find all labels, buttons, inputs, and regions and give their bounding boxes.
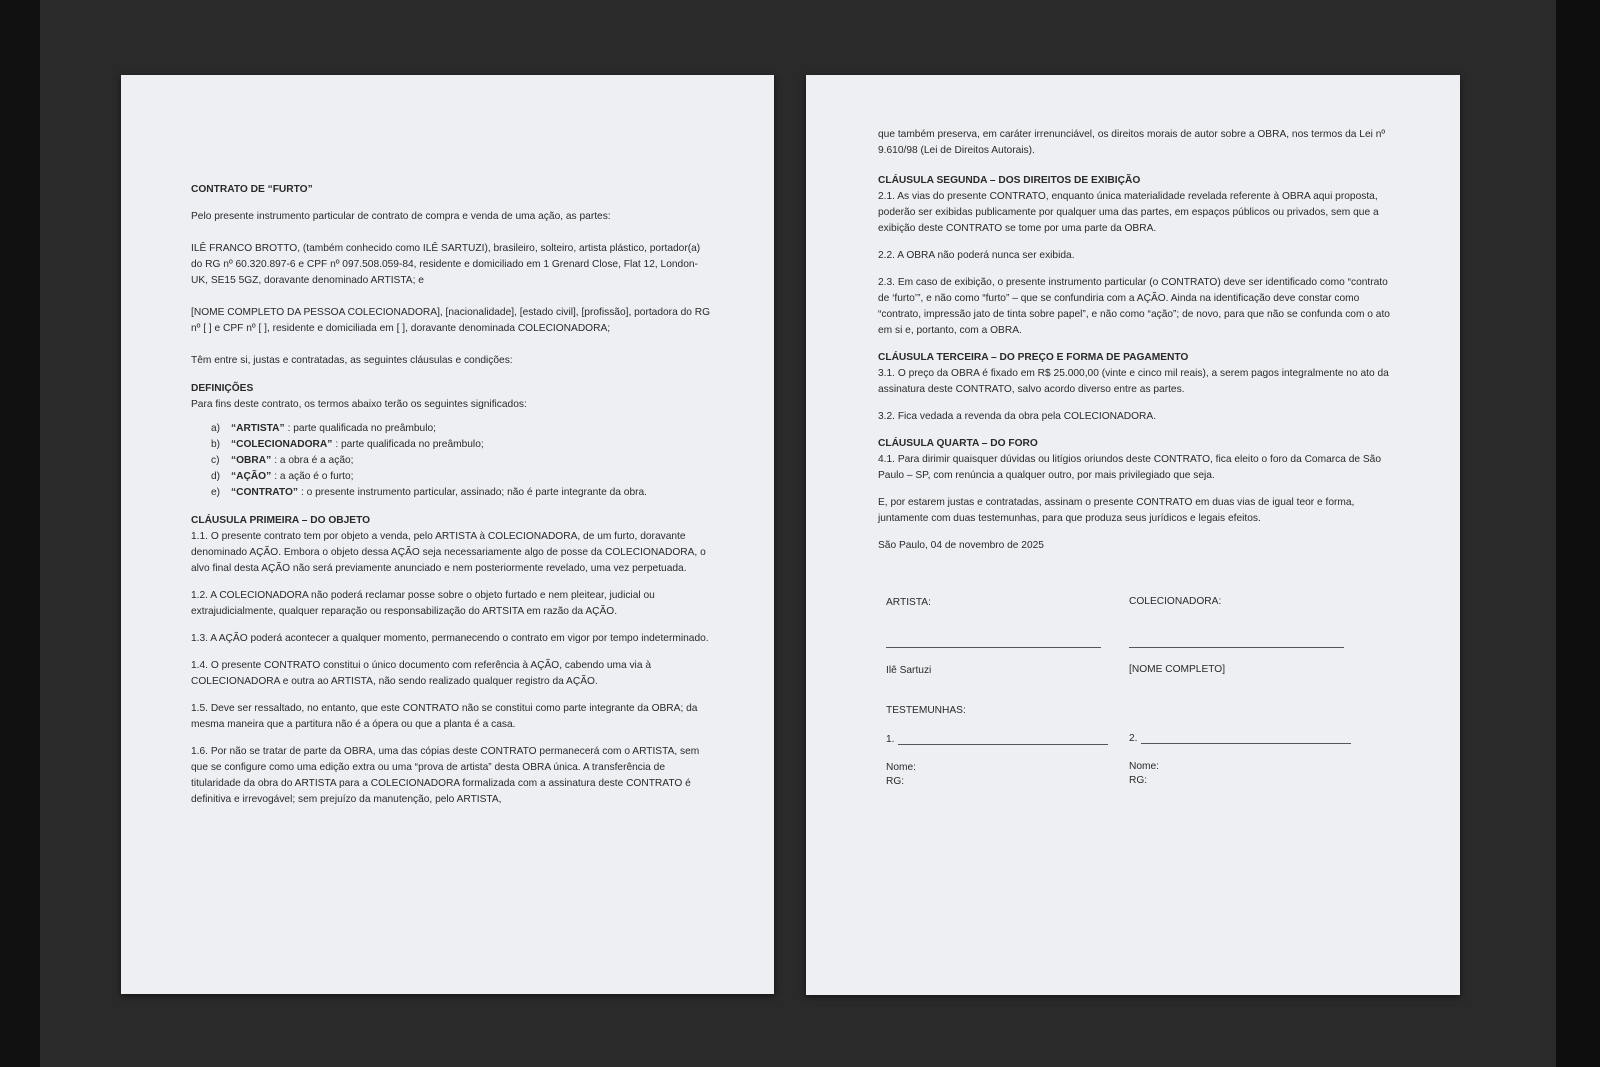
clause-1-heading: CLÁUSULA PRIMEIRA – DO OBJETO	[191, 515, 371, 526]
definitions-heading: DEFINIÇÕES	[191, 383, 254, 394]
party-artist-paragraph: ILÊ FRANCO BROTTO, (também conhecido como ILÊ SARTUZI), brasileiro, solteiro, artista plástico, portador(a) do RG nº 60.320.897-6 e CPF nº 097.508.059-84, residente e domiciliado em 1 Grenard Close, Flat 12, London-UK, SE15 5GZ, doravante denominado ARTISTA; e	[191, 243, 701, 286]
continuation-paragraph: que também preserva, em caráter irrenunciável, os direitos morais de autor sobre a OBRA, nos termos da Lei nº 9.610/98 (Lei de Direitos Autorais).	[878, 129, 1386, 156]
clause-2-2: 2.2. A OBRA não poderá nunca ser exibida.	[878, 250, 1075, 261]
witness-2-name-label: Nome:	[1129, 761, 1160, 772]
definitions-intro: Para fins deste contrato, os termos abaixo terão os seguintes significados:	[191, 399, 527, 410]
party-collector-paragraph: [NOME COMPLETO DA PESSOA COLECIONADORA], [nacionalidade], [estado civil], [profissão], portadora do RG nº [ ] e CPF nº [ ], residente e domiciliada em [ ], doravante denominada COLECIONADORA;	[191, 307, 711, 334]
witness-1-name-label: Nome:	[886, 762, 917, 773]
page-1-content	[191, 182, 711, 819]
clause-4-heading: CLÁUSULA QUARTA – DO FORO	[878, 438, 1038, 449]
clause-1-1: 1.1. O presente contrato tem por objeto a venda, pelo ARTISTA à COLECIONADORA, de um furto, doravante denominado AÇÃO. Embora o objeto dessa AÇÃO seja necessariamente algo de posse da COLECIONADORA, o alvo final desta AÇÃO não será previamente anunciado e nem posteriormente revelado, uma vez perpetuada.	[191, 531, 706, 574]
clause-1-4: 1.4. O presente CONTRATO constitui o único documento com referência à AÇÃO, cabendo uma via à COLECIONADORA e outra ao ARTISTA, não sendo realizado qualquer registro da AÇÃO.	[191, 660, 651, 687]
witness-2-line	[1141, 743, 1351, 744]
clause-2-1: 2.1. As vias do presente CONTRATO, enquanto única materialidade revelada referente à OBRA aqui proposta, poderão ser exibidas publicamente por qualquer uma das partes, em espaços públicos ou privados, sem que a exibição deste CONTRATO se tome por uma parte da OBRA.	[878, 191, 1379, 234]
definition-item: a) “ARTISTA” : parte qualificada no preâmbulo;	[211, 423, 436, 434]
clause-2-3: 2.3. Em caso de exibição, o presente instrumento particular (o CONTRATO) deve ser identificado como “contrato de ‘furto’”, e não como “furto” – que se confundiria com a AÇÃO. Ainda na identificação deve constar como “contrato, impressão jato de tinta sobre papel”, e não como “ação”; de novo, para que não se confunda com o ato em si e, portanto, com a OBRA.	[878, 277, 1390, 336]
clause-4-1: 4.1. Para dirimir quaisquer dúvidas ou litígios oriundos deste CONTRATO, fica eleito o foro da Comarca de São Paulo – SP, com renúncia a qualquer outro, por mais privilegiado que seja.	[878, 454, 1382, 481]
collector-signature-label: COLECIONADORA:	[1129, 596, 1222, 607]
definitions-list	[191, 421, 711, 501]
collector-name: [NOME COMPLETO]	[1129, 664, 1226, 675]
witness-2-number: 2.	[1129, 733, 1138, 744]
frame-left-edge	[0, 0, 40, 1067]
frame-right-edge	[1556, 0, 1600, 1067]
definition-item: e) “CONTRATO” : o presente instrumento particular, assinado; não é parte integrante da obra.	[211, 487, 647, 498]
witness-1-rg-label: RG:	[886, 776, 905, 787]
clause-2-heading: CLÁUSULA SEGUNDA – DOS DIREITOS DE EXIBIÇÃO	[878, 175, 1141, 186]
clause-1-3: 1.3. A AÇÃO poderá acontecer a qualquer momento, permanecendo o contrato em vigor por tempo indeterminado.	[191, 633, 709, 644]
definition-item: b) “COLECIONADORA” : parte qualificada no preâmbulo;	[211, 439, 484, 450]
clause-3-2: 3.2. Fica vedada a revenda da obra pela COLECIONADORA.	[878, 411, 1157, 422]
intro-paragraph: Pelo presente instrumento particular de contrato de compra e venda de uma ação, as partes:	[191, 211, 611, 222]
artist-signature-label: ARTISTA:	[886, 597, 931, 608]
page-2-content	[878, 127, 1398, 565]
clause-3-1: 3.1. O preço da OBRA é fixado em R$ 25.000,00 (vinte e cinco mil reais), a serem pagos integralmente no ato da assinatura deste CONTRATO, salvo acordo diverso entre as partes.	[878, 368, 1389, 395]
clause-1-5: 1.5. Deve ser ressaltado, no entanto, que este CONTRATO não se constitui como parte integrante da OBRA; da mesma maneira que a partitura não é a ópera ou que a planta é a casa.	[191, 703, 698, 730]
artist-name: Ilê Sartuzi	[886, 665, 932, 676]
clause-3-heading: CLÁUSULA TERCEIRA – DO PREÇO E FORMA DE PAGAMENTO	[878, 352, 1189, 363]
witness-1-number: 1.	[886, 734, 895, 745]
closing-paragraph: E, por estarem justas e contratadas, assinam o presente CONTRATO em duas vias de igual teor e forma, juntamente com duas testemunhas, para que produza seus jurídicos e legais efeitos.	[878, 497, 1355, 524]
artist-signature-line	[886, 647, 1101, 648]
witness-2-rg-label: RG:	[1129, 775, 1148, 786]
clause-1-2: 1.2. A COLECIONADORA não poderá reclamar posse sobre o objeto furtado e nem pleitear, judicial ou extrajudicialmente, qualquer reparação ou responsabilização do ARTSITA em razão da AÇÃO.	[191, 590, 655, 617]
contract-page-1	[121, 75, 774, 994]
contract-page-2	[806, 75, 1460, 995]
definition-item: c) “OBRA” : a obra é a ação;	[211, 455, 354, 466]
definition-item: d) “AÇÃO” : a ação é o furto;	[211, 471, 354, 482]
clause-1-6: 1.6. Por não se tratar de parte da OBRA, uma das cópias deste CONTRATO permanecerá com o ARTISTA, sem que se configure como uma edição extra ou uma “prova de artista” desta OBRA única. A transferência de titularidade da obra do ARTISTA para a COLECIONADORA formalizada com a assinatura deste CONTRATO é definitiva e irrevogável; sem prejuízo da manutenção, pelo ARTISTA,	[191, 746, 700, 805]
collector-signature-line	[1129, 647, 1344, 648]
place-date: São Paulo, 04 de novembro de 2025	[878, 540, 1044, 551]
witnesses-label: TESTEMUNHAS:	[886, 705, 966, 716]
agreed-paragraph: Têm entre si, justas e contratadas, as seguintes cláusulas e condições:	[191, 355, 513, 366]
witness-1-line	[898, 744, 1108, 745]
contract-title: CONTRATO DE “FURTO”	[191, 184, 313, 195]
